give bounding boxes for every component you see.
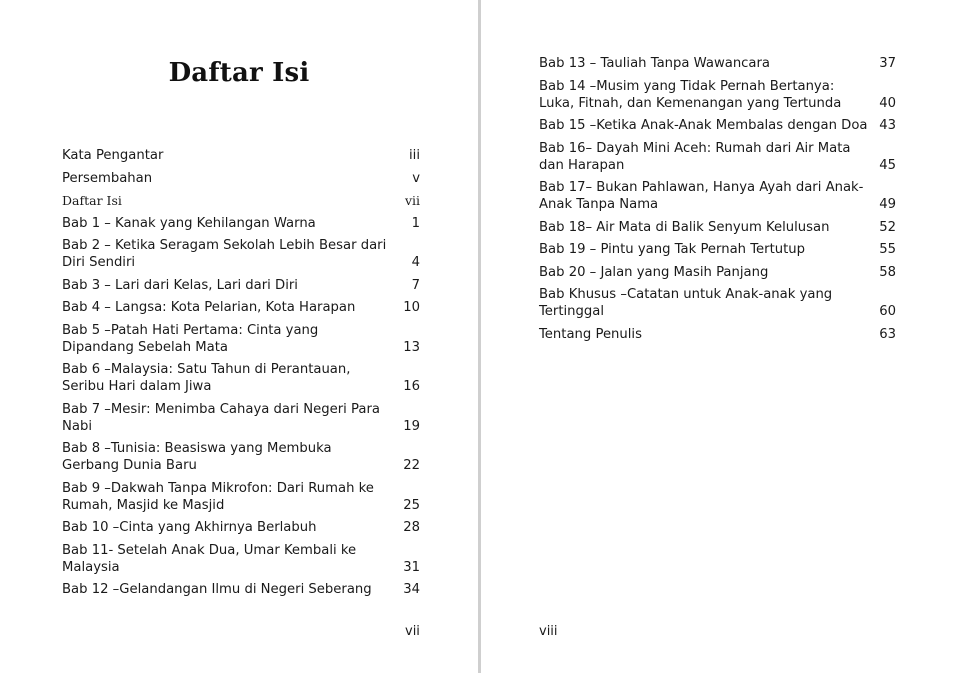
toc-list-right xyxy=(539,55,896,348)
toc-entry-label: Bab 12 –Gelandangan Ilmu di Negeri Seberang xyxy=(62,582,372,597)
toc-entry-label: Bab 11- Setelah Anak Dua, Umar Kembali ke Malaysia xyxy=(62,542,357,575)
toc-entry-label: Bab 6 –Malaysia: Satu Tahun di Perantauan, Seribu Hari dalam Jiwa xyxy=(62,362,351,394)
toc-entry-page: 60 xyxy=(879,304,896,319)
toc-entry-page: 28 xyxy=(403,520,420,535)
toc-entry-page: vii xyxy=(404,193,420,208)
toc-entry-page: 22 xyxy=(403,458,420,473)
toc-entry-page: 4 xyxy=(411,255,420,270)
toc-entry-page: 31 xyxy=(403,559,420,575)
toc-entry[interactable] xyxy=(539,179,896,213)
toc-entry-label: Persembahan xyxy=(62,170,153,186)
toc-entry[interactable] xyxy=(62,192,420,209)
toc-entry-page: 34 xyxy=(403,582,420,597)
toc-entry-page: v xyxy=(412,170,420,186)
toc-entry-label: Bab 5 –Patah Hati Pertama: Cinta yang Dipandang Sebelah Mata xyxy=(62,322,319,355)
toc-entry[interactable] xyxy=(539,241,896,258)
toc-entry[interactable] xyxy=(62,519,420,536)
toc-entry-page: 49 xyxy=(879,197,896,212)
toc-entry-page: 45 xyxy=(879,157,896,173)
toc-entry-page: 10 xyxy=(403,300,420,315)
toc-entry[interactable] xyxy=(62,147,420,164)
toc-entry-label: Bab 20 – Jalan yang Masih Panjang xyxy=(539,264,769,280)
toc-entry-label: Tentang Penulis xyxy=(539,326,642,342)
page-number: vii xyxy=(405,624,420,639)
page-title: Daftar Isi xyxy=(168,58,310,88)
toc-entry-label: Bab 16– Dayah Mini Aceh: Rumah dari Air Mata dan Harapan xyxy=(539,140,851,173)
toc-entry-label: Bab 1 – Kanak yang Kehilangan Warna xyxy=(62,215,316,231)
toc-entry-label: Bab 3 – Lari dari Kelas, Lari dari Diri xyxy=(62,277,298,293)
toc-entry-page: 7 xyxy=(411,277,420,293)
toc-entry-page: 37 xyxy=(879,56,896,71)
toc-entry[interactable] xyxy=(62,542,420,576)
toc-entry-page: 13 xyxy=(403,339,420,355)
toc-entry[interactable] xyxy=(62,581,420,598)
toc-entry-label: Bab 4 – Langsa: Kota Pelarian, Kota Harapan xyxy=(62,300,356,315)
toc-entry[interactable] xyxy=(539,140,896,174)
toc-entry-page: 52 xyxy=(879,219,896,235)
toc-entry-page: iii xyxy=(409,148,420,163)
toc-entry[interactable] xyxy=(62,361,420,395)
toc-entry-label: Bab 17– Bukan Pahlawan, Hanya Ayah dari Anak-Anak Tanpa Nama xyxy=(539,180,864,212)
toc-entry-page: 25 xyxy=(403,497,420,513)
right-page xyxy=(481,0,953,673)
toc-entry[interactable] xyxy=(62,440,420,474)
toc-entry[interactable] xyxy=(539,264,896,281)
toc-entry-page: 16 xyxy=(403,379,420,394)
toc-entry-page: 55 xyxy=(879,242,896,257)
toc-entry[interactable] xyxy=(539,219,896,236)
toc-entry[interactable] xyxy=(62,322,420,356)
toc-entry-label: Bab 19 – Pintu yang Tak Pernah Tertutup xyxy=(539,242,805,257)
toc-entry-label: Kata Pengantar xyxy=(62,148,164,163)
toc-entry[interactable] xyxy=(62,170,420,187)
toc-entry-label: Bab 9 –Dakwah Tanpa Mikrofon: Dari Rumah ke Rumah, Masjid ke Masjid xyxy=(62,480,374,513)
toc-entry[interactable] xyxy=(62,401,420,435)
toc-entry-page: 63 xyxy=(879,326,896,342)
toc-entry-label: Bab 13 – Tauliah Tanpa Wawancara xyxy=(539,56,771,71)
toc-entry[interactable] xyxy=(62,215,420,232)
toc-entry[interactable] xyxy=(539,286,896,320)
toc-entry[interactable] xyxy=(62,299,420,316)
toc-entry-label: Bab Khusus –Catatan untuk Anak-anak yang Tertinggal xyxy=(539,287,833,319)
toc-entry-page: 40 xyxy=(879,95,896,111)
toc-entry-label: Bab 10 –Cinta yang Akhirnya Berlabuh xyxy=(62,520,317,535)
toc-entry-label: Bab 15 –Ketika Anak-Anak Membalas dengan Doa xyxy=(539,118,868,133)
page-number: viii xyxy=(539,624,558,639)
toc-entry-label: Bab 2 – Ketika Seragam Sekolah Lebih Besar dari Diri Sendiri xyxy=(62,238,387,270)
toc-entry-label: Daftar Isi xyxy=(62,193,122,208)
toc-entry-label: Bab 14 –Musim yang Tidak Pernah Bertanya: Luka, Fitnah, dan Kemenangan yang Tertunda xyxy=(539,78,842,111)
toc-entry-page: 1 xyxy=(411,215,420,231)
toc-entry-label: Bab 8 –Tunisia: Beasiswa yang Membuka Gerbang Dunia Baru xyxy=(62,441,332,473)
toc-entry-page: 19 xyxy=(403,418,420,434)
toc-entry-label: Bab 7 –Mesir: Menimba Cahaya dari Negeri Para Nabi xyxy=(62,401,380,434)
toc-entry[interactable] xyxy=(539,117,896,134)
toc-entry-page: 43 xyxy=(879,118,896,133)
toc-entry-label: Bab 18– Air Mata di Balik Senyum Kelulusan xyxy=(539,219,830,235)
toc-entry-page: 58 xyxy=(879,264,896,280)
toc-list-left xyxy=(62,147,420,604)
toc-entry[interactable] xyxy=(539,78,896,112)
toc-entry[interactable] xyxy=(62,277,420,294)
toc-entry[interactable] xyxy=(62,237,420,271)
toc-entry[interactable] xyxy=(539,55,896,72)
toc-entry[interactable] xyxy=(62,480,420,514)
toc-entry[interactable] xyxy=(539,326,896,343)
